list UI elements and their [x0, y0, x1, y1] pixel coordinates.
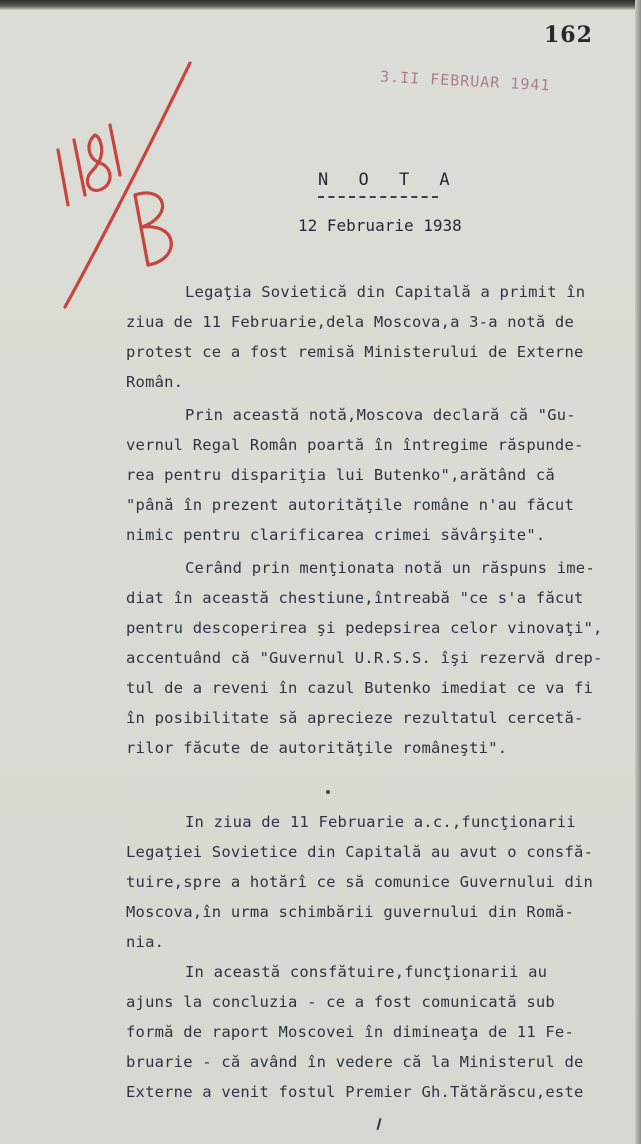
body-line: accentuând că "Guvernul U.R.S.S. îşi rezervă drep-	[126, 649, 603, 667]
page-top-edge	[0, 0, 641, 10]
body-line: protest ce a fost remisă Ministerului de Externe	[126, 343, 584, 361]
body-line: ajuns la concluzia - ce a fost comunicată sub	[126, 993, 555, 1011]
body-line: formă de raport Moscovei în dimineaţa de 11 Fe-	[126, 1023, 574, 1041]
body-line: pentru descoperirea şi pedepsirea celor vinovaţi",	[126, 619, 603, 637]
handwritten-annotation	[40, 55, 210, 315]
body-line: "până în prezent autorităţile române n'au făcut	[126, 496, 574, 514]
body-line: bruarie - că având în vedere că la Ministerul de	[126, 1053, 584, 1071]
page-right-edge	[635, 0, 641, 1144]
body-line: In ziua de 11 Februarie a.c.,funcţionarii	[185, 813, 576, 831]
body-line: în posibilitate să aprecieze rezultatul cercetă-	[126, 709, 584, 727]
body-line: Român.	[126, 373, 184, 391]
body-line: tuire,spre a hotărî ce să comunice Guvernului din	[126, 873, 594, 891]
body-line: Moscova,în urma schimbării guvernului din Romă-	[126, 903, 574, 921]
document-date: 12 Februarie 1938	[298, 216, 462, 235]
body-line: rilor făcute de autorităţile româneşti".	[126, 739, 508, 757]
title-underline	[318, 196, 438, 198]
page-number: 162	[544, 22, 593, 48]
body-line: Legaţia Sovietică din Capitală a primit în	[185, 283, 586, 301]
body-line: diat în această chestiune,întreabă "ce s'a făcut	[126, 589, 584, 607]
body-line: Legaţiei Sovietice din Capitală au avut o consfă-	[126, 843, 594, 861]
pencil-mark	[376, 1118, 381, 1130]
document-title: N O T A	[318, 170, 460, 190]
body-line: Cerând prin menţionata notă un răspuns ime-	[185, 559, 595, 577]
body-line: nia.	[126, 933, 165, 951]
body-line: Externe a venit fostul Premier Gh.Tătărăscu,este	[126, 1083, 584, 1101]
date-stamp: 3.II FEBRUAR 1941	[379, 67, 551, 95]
section-dot	[326, 790, 330, 794]
body-line: ziua de 11 Februarie,dela Moscova,a 3-a notă de	[126, 313, 574, 331]
body-line: nimic pentru clarificarea crimei săvârşite".	[126, 526, 546, 544]
body-line: vernul Regal Român poartă în întregime răspunde-	[126, 436, 584, 454]
body-line: In această consfătuire,funcţionarii au	[185, 963, 548, 981]
body-line: Prin această notă,Moscova declară că "Gu-	[185, 406, 576, 424]
body-line: tul de a reveni în cazul Butenko imediat ce va fi	[126, 679, 594, 697]
body-line: rea pentru dispariţia lui Butenko",arătând că	[126, 466, 555, 484]
